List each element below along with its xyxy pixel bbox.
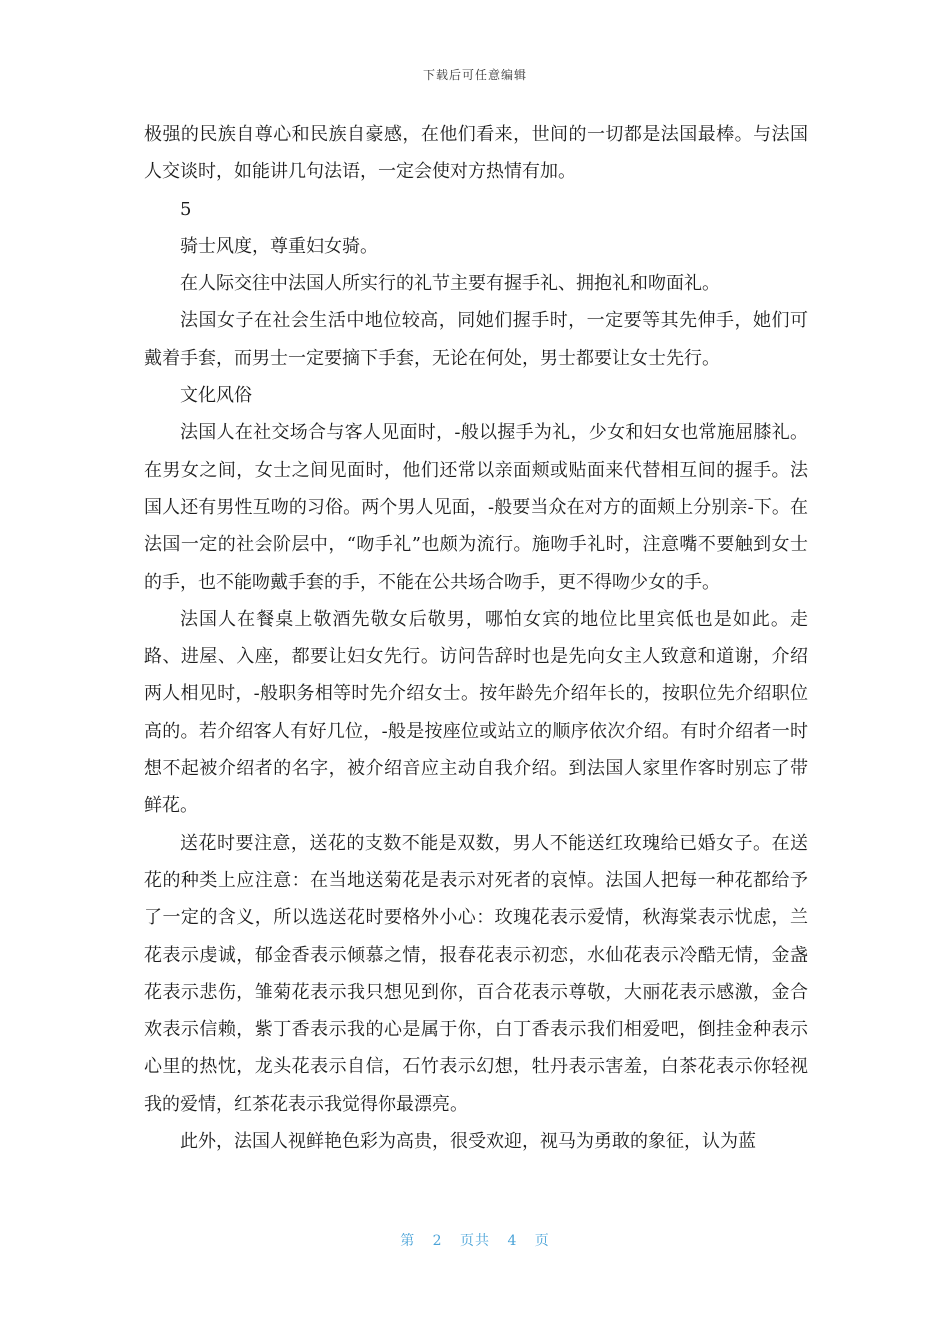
paragraph: 在人际交往中法国人所实行的礼节主要有握手礼、拥抱礼和吻面礼。 bbox=[180, 273, 720, 295]
paragraph: 送花时要注意，送花的支数不能是双数，男人不能送红玫瑰给已婚女子。在送花的种类上应注意：在当地送菊花是表示对死者的哀悼。法国人把每一种花都给予了一定的含义，所以选送花时要格外小心：玫瑰花表示爱情，秋海棠表示忧虑，兰花表示虔诚，郁金香表示倾慕之情，报春花表示初恋，水仙花表示冷酷无情，金盏花表示悲伤，雏菊花表示我只想见到你，百合花表示尊敬，大丽花表示感激，金合欢表示信赖，紫丁香表示我的心是属于你，白丁香表示我们相爱吧，倒挂金种表示心里的热忱，龙头花表示自信，石竹表示幻想，牡丹表示害羞，白茶花表示你轻视我的爱情，红茶花表示我觉得你最漂亮。 bbox=[144, 832, 808, 1115]
document-body bbox=[144, 116, 808, 1160]
paragraph-continuation: 极强的民族自尊心和民族自豪感，在他们看来，世间的一切都是法国最棒。与法国人交谈时，如能讲几句法语，一定会使对方热情有加。 bbox=[144, 124, 808, 183]
page-footer: 第 2 页共 4 页 bbox=[400, 1233, 550, 1249]
paragraph: 法国女子在社会生活中地位较高，同她们握手时，一定要等其先伸手，她们可戴着手套，而男士一定要摘下手套，无论在何处，男士都要让女士先行。 bbox=[144, 310, 808, 369]
section-heading: 骑士风度，尊重妇女骑。 bbox=[180, 235, 378, 257]
paragraph: 法国人在餐桌上敬酒先敬女后敬男，哪怕女宾的地位比里宾低也是如此。走路、进屋、入座，都要让妇女先行。访问告辞时也是先向女主人致意和道谢，介绍两人相见时，-般职务相等时先介绍女士。按年龄先介绍年长的，按职位先介绍职位高的。若介绍客人有好几位，-般是按座位或站立的顺序依次介绍。有时介绍者一时想不起被介绍者的名字，被介绍音应主动自我介绍。到法国人家里作客时别忘了带鲜花。 bbox=[144, 608, 808, 817]
section-heading: 文化风俗 bbox=[180, 385, 252, 407]
paragraph: 此外，法国人视鲜艳色彩为高贵，很受欢迎，视马为勇敢的象征，认为蓝 bbox=[180, 1131, 756, 1153]
paragraph: 法国人在社交场合与客人见面时，-般以握手为礼，少女和妇女也常施屈膝礼。在男女之间，女士之间见面时，他们还常以亲面颊或贴面来代替相互间的握手。法国人还有男性互吻的习俗。两个男人见面，-般要当众在对方的面颊上分别亲-下。在法国一定的社会阶层中，“吻手礼”也颇为流行。施吻手礼时，注意嘴不要触到女士的手，也不能吻戴手套的手，不能在公共场合吻手，更不得吻少女的手。 bbox=[144, 422, 808, 593]
section-number: 5 bbox=[180, 198, 192, 220]
page-header: 下载后可任意编辑 bbox=[422, 68, 527, 82]
